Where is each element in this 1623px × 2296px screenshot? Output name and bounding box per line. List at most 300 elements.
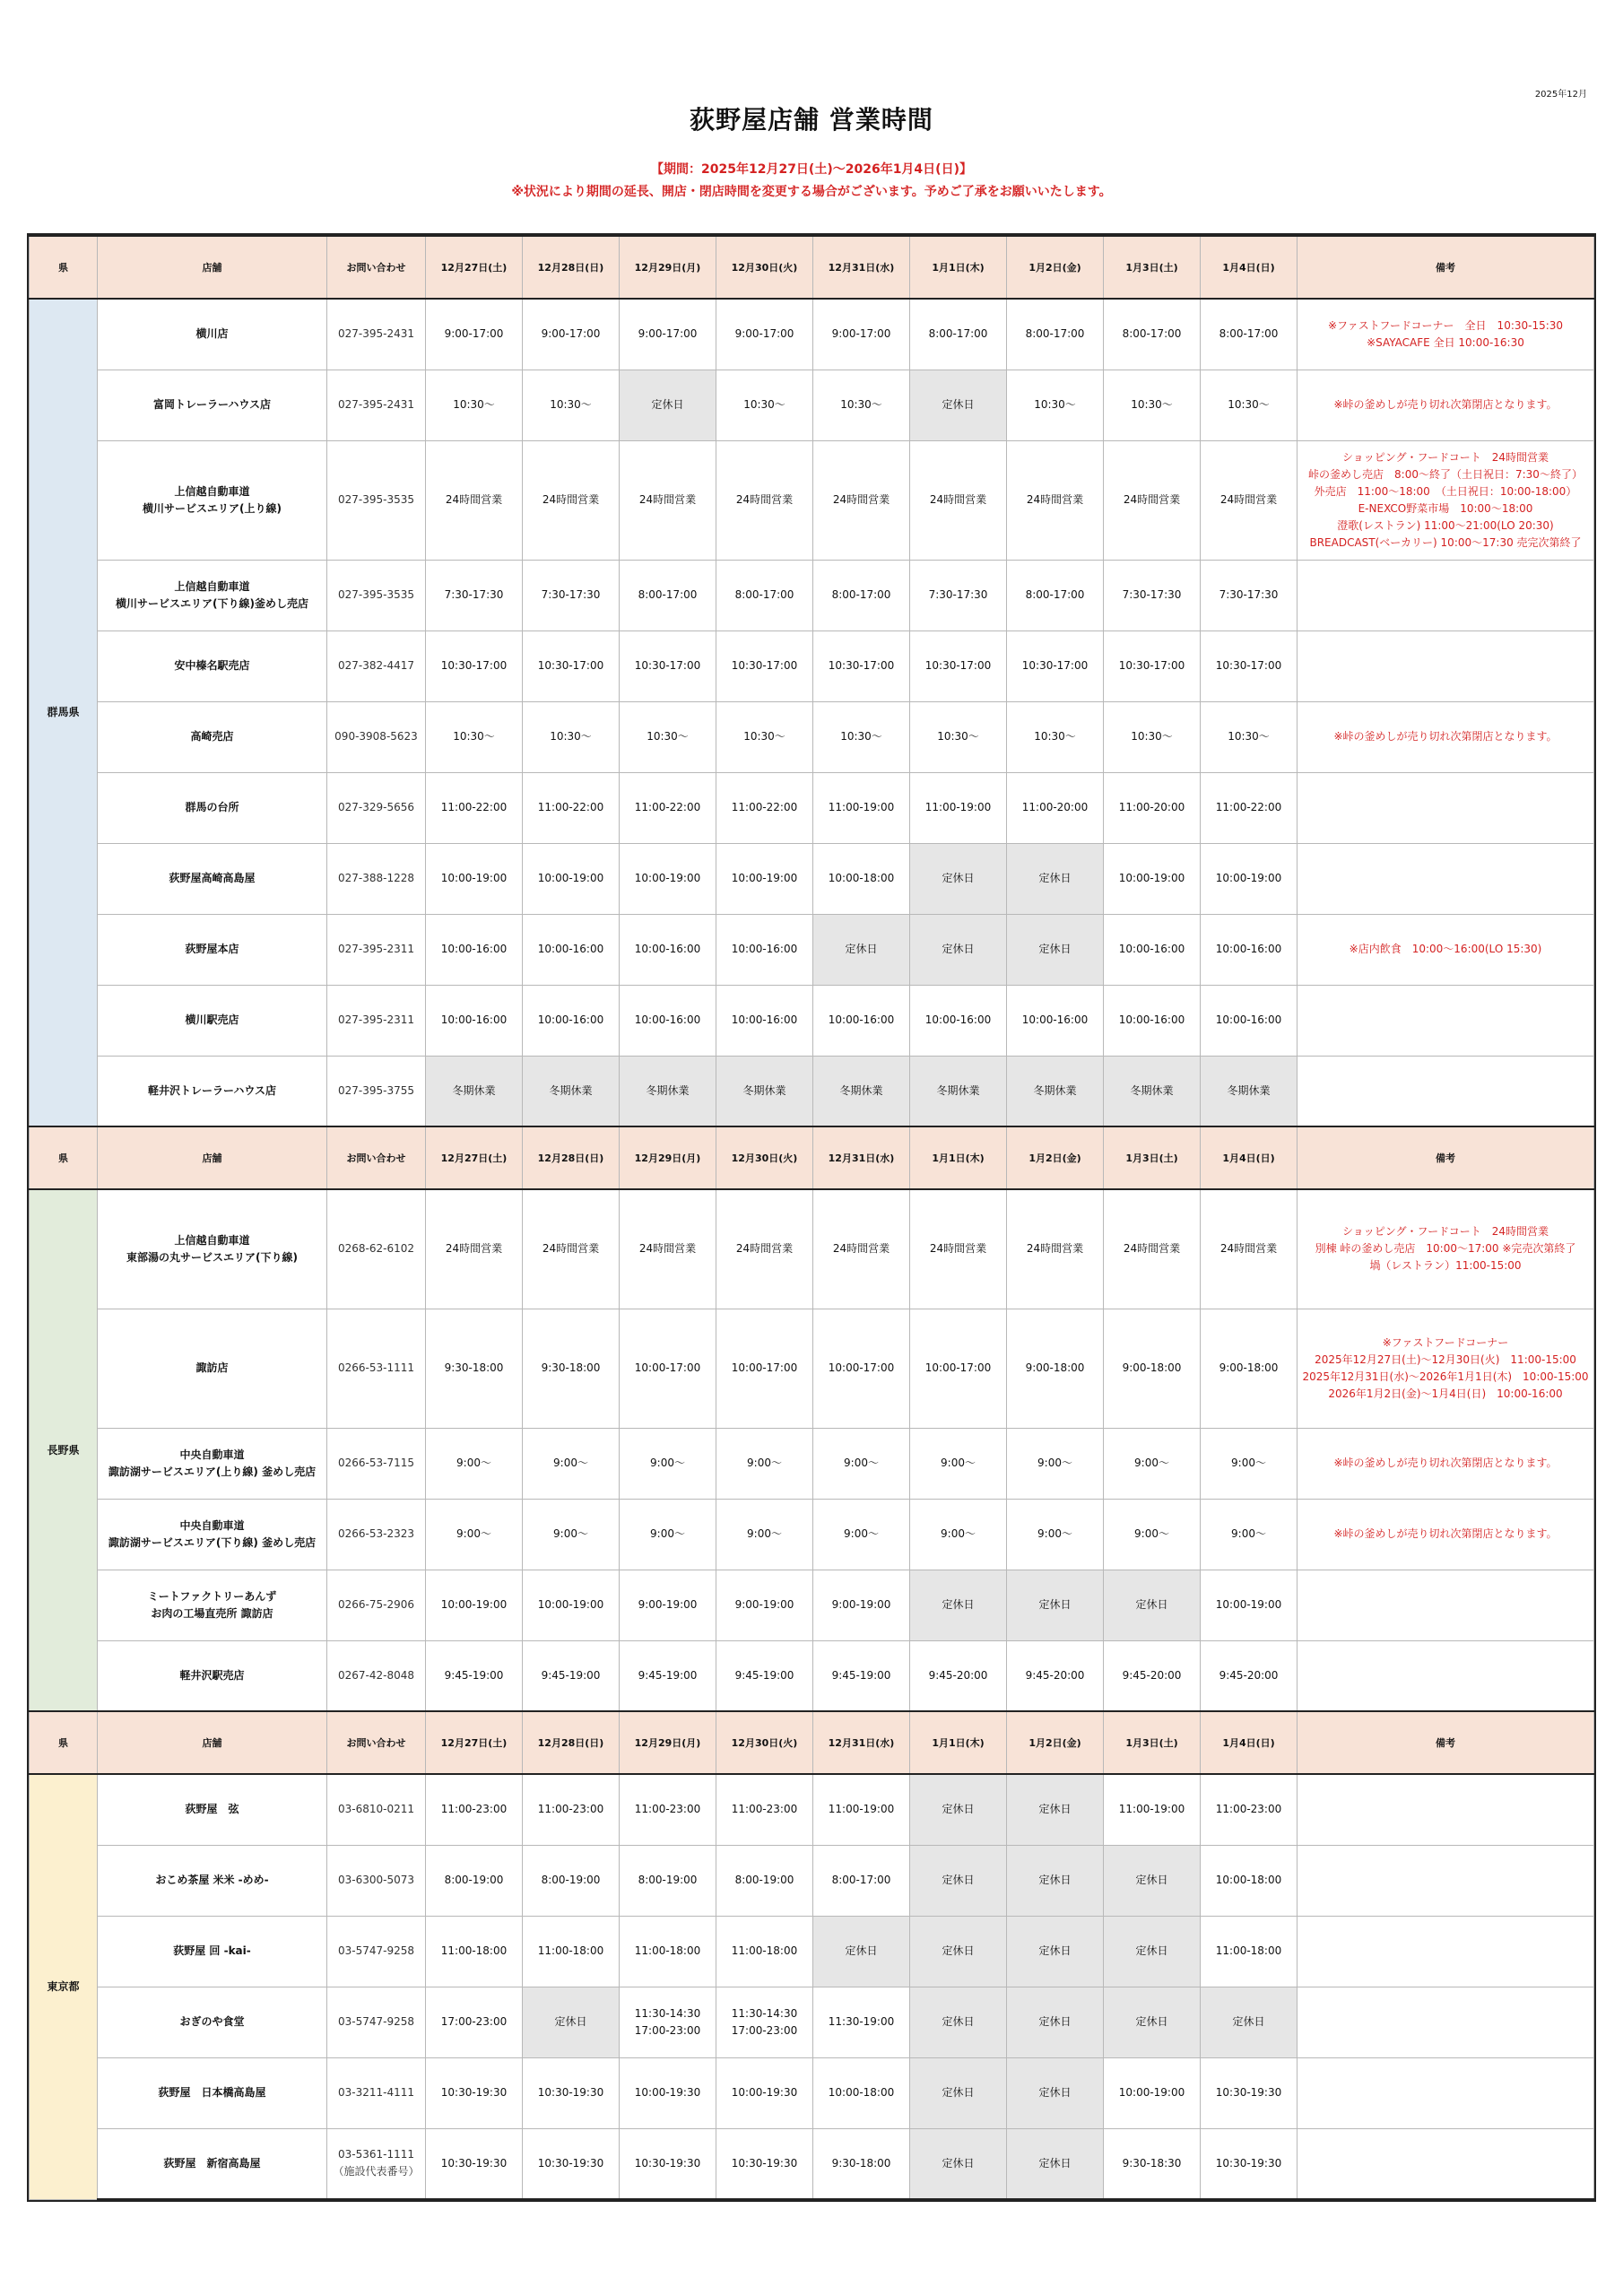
hours-cell: 10:30〜	[1007, 701, 1104, 772]
header-date: 1月1日(木)	[910, 1711, 1007, 1774]
hours-cell: 9:00〜	[910, 1428, 1007, 1499]
header-store: 店舗	[98, 1126, 327, 1189]
hours-cell: 定休日	[1007, 1916, 1104, 1987]
hours-cell: 冬期休業	[523, 1056, 620, 1126]
header-date: 1月2日(金)	[1007, 1126, 1104, 1189]
hours-cell: 11:00-18:00	[1201, 1916, 1298, 1987]
hours-cell: 10:30-17:00	[1007, 631, 1104, 701]
store-phone: 027-382-4417	[327, 631, 426, 701]
hours-cell: 10:30-17:00	[1201, 631, 1298, 701]
store-row	[30, 440, 1594, 560]
table-header-row	[30, 1126, 1594, 1189]
table-header-row	[30, 236, 1594, 299]
hours-cell: 8:00-17:00	[910, 299, 1007, 370]
hours-cell: 24時間営業	[910, 1189, 1007, 1309]
store-phone: 03-6300-5073	[327, 1845, 426, 1916]
hours-cell: 定休日	[910, 1570, 1007, 1640]
hours-cell: 9:00-17:00	[813, 299, 910, 370]
header-date: 1月3日(土)	[1104, 236, 1201, 299]
store-note	[1298, 560, 1594, 631]
hours-cell: 9:30-18:00	[813, 2128, 910, 2199]
hours-cell: 10:30-19:30	[1201, 2057, 1298, 2128]
hours-cell: 8:00-17:00	[813, 560, 910, 631]
hours-cell: 10:00-19:00	[620, 843, 716, 914]
store-name: 横川駅売店	[98, 985, 327, 1056]
header-pref: 県	[30, 1711, 98, 1774]
header-date: 12月28日(日)	[523, 236, 620, 299]
hours-cell: 定休日	[813, 914, 910, 985]
header-contact: お問い合わせ	[327, 1711, 426, 1774]
hours-cell: 9:00-17:00	[620, 299, 716, 370]
hours-cell: 10:00-19:00	[426, 843, 523, 914]
hours-cell: 10:30-17:00	[620, 631, 716, 701]
hours-cell: 8:00-17:00	[1104, 299, 1201, 370]
hours-cell: 10:00-16:00	[426, 985, 523, 1056]
issue-date: 2025年12月	[1534, 90, 1587, 100]
hours-cell: 定休日	[620, 370, 716, 440]
hours-cell: 冬期休業	[426, 1056, 523, 1126]
header-date: 12月30日(火)	[716, 1711, 813, 1774]
hours-cell: 8:00-17:00	[1007, 299, 1104, 370]
hours-cell: 9:00〜	[426, 1428, 523, 1499]
hours-cell: 11:00-18:00	[523, 1916, 620, 1987]
store-phone: 0266-53-2323	[327, 1499, 426, 1570]
hours-cell: 9:00〜	[910, 1499, 1007, 1570]
hours-cell: 9:00-17:00	[523, 299, 620, 370]
hours-cell: 冬期休業	[620, 1056, 716, 1126]
hours-cell: 10:00-19:00	[1104, 843, 1201, 914]
store-name: 荻野屋高崎高島屋	[98, 843, 327, 914]
hours-cell: 8:00-17:00	[620, 560, 716, 631]
hours-cell: 9:00〜	[1104, 1499, 1201, 1570]
store-note	[1298, 1570, 1594, 1640]
store-row	[30, 914, 1594, 985]
hours-cell: 定休日	[910, 1987, 1007, 2057]
header-date: 1月4日(日)	[1201, 236, 1298, 299]
hours-cell: 定休日	[1104, 1570, 1201, 1640]
hours-cell: 冬期休業	[1104, 1056, 1201, 1126]
store-name: 高崎売店	[98, 701, 327, 772]
prefecture-label: 東京都	[30, 1774, 98, 2199]
hours-cell: 10:00-16:00	[716, 985, 813, 1056]
hours-cell: 10:00-18:00	[1201, 1845, 1298, 1916]
store-row	[30, 299, 1594, 370]
hours-cell: 10:00-16:00	[620, 985, 716, 1056]
hours-cell: 10:30〜	[813, 701, 910, 772]
hours-cell: 11:00-23:00	[716, 1774, 813, 1845]
hours-cell: 9:45-20:00	[910, 1640, 1007, 1711]
header-store: 店舗	[98, 236, 327, 299]
hours-cell: 9:00〜	[813, 1428, 910, 1499]
hours-cell: 10:30-19:30	[716, 2128, 813, 2199]
hours-cell: 9:00〜	[523, 1499, 620, 1570]
hours-cell: 7:30-17:30	[426, 560, 523, 631]
hours-cell: 8:00-17:00	[716, 560, 813, 631]
hours-cell: 10:00-16:00	[1104, 914, 1201, 985]
hours-cell: 11:30-14:30 17:00-23:00	[620, 1987, 716, 2057]
hours-cell: 定休日	[523, 1987, 620, 2057]
hours-cell: 10:00-18:00	[813, 843, 910, 914]
hours-cell: 9:00〜	[1007, 1499, 1104, 1570]
hours-cell: 24時間営業	[1007, 1189, 1104, 1309]
hours-cell: 24時間営業	[1201, 440, 1298, 560]
hours-cell: 10:00-16:00	[1104, 985, 1201, 1056]
page-title: 荻野屋店舗 営業時間	[690, 105, 933, 135]
hours-cell: 11:00-22:00	[716, 772, 813, 843]
hours-cell: 定休日	[910, 1916, 1007, 1987]
store-name: 中央自動車道 諏訪湖サービスエリア(下り線) 釜めし売店	[98, 1499, 327, 1570]
hours-cell: 10:00-19:00	[1104, 2057, 1201, 2128]
header-contact: お問い合わせ	[327, 1126, 426, 1189]
store-phone: 03-5361-1111 （施設代表番号）	[327, 2128, 426, 2199]
hours-cell: 10:00-16:00	[1201, 985, 1298, 1056]
hours-cell: 10:00-19:00	[1201, 1570, 1298, 1640]
store-phone: 0266-53-1111	[327, 1309, 426, 1428]
store-row	[30, 985, 1594, 1056]
hours-cell: 10:00-19:00	[426, 1570, 523, 1640]
header-pref: 県	[30, 1126, 98, 1189]
store-name: 軽井沢トレーラーハウス店	[98, 1056, 327, 1126]
store-name: 群馬の台所	[98, 772, 327, 843]
hours-cell: 11:00-20:00	[1104, 772, 1201, 843]
hours-cell: 9:00〜	[426, 1499, 523, 1570]
store-row	[30, 370, 1594, 440]
hours-cell: 9:00-19:00	[813, 1570, 910, 1640]
hours-cell: 8:00-19:00	[523, 1845, 620, 1916]
store-name: 上信越自動車道 横川サービスエリア(下り線)釜めし売店	[98, 560, 327, 631]
store-row	[30, 1428, 1594, 1499]
period-notice: 【期間：2025年12月27日(土)〜2026年1月4日(日)】	[651, 162, 972, 177]
hours-cell: 24時間営業	[1007, 440, 1104, 560]
header-date: 1月1日(木)	[910, 236, 1007, 299]
hours-cell: 8:00-19:00	[426, 1845, 523, 1916]
hours-cell: 11:00-18:00	[426, 1916, 523, 1987]
store-note: ※ファストフードコーナー 2025年12月27日(土)〜12月30日(火) 11:00-15:00 2025年12月31日(水)〜2026年1月1日(木) 10:00-15:00 2026年1月2日(金)〜1月4日(日) 10:00-16:00	[1298, 1309, 1594, 1428]
change-notice: ※状況により期間の延長、開店・閉店時間を変更する場合がございます。予めご了承をお願いいたします。	[511, 185, 1112, 199]
store-note: ※峠の釜めしが売り切れ次第閉店となります。	[1298, 1499, 1594, 1570]
hours-cell: 定休日	[910, 1774, 1007, 1845]
store-row	[30, 1056, 1594, 1126]
hours-cell: 10:30-19:30	[426, 2057, 523, 2128]
store-row	[30, 1189, 1594, 1309]
hours-cell: 24時間営業	[620, 440, 716, 560]
header-contact: お問い合わせ	[327, 236, 426, 299]
store-note: ショッピング・フードコート 24時間営業 別棟 峠の釜めし売店 10:00〜17:00 ※完売次第終了 堝（レストラン）11:00-15:00	[1298, 1189, 1594, 1309]
hours-cell: 11:30-19:00	[813, 1987, 910, 2057]
store-name: 横川店	[98, 299, 327, 370]
header-date: 12月30日(火)	[716, 236, 813, 299]
store-row	[30, 1499, 1594, 1570]
hours-cell: 定休日	[1104, 1845, 1201, 1916]
hours-cell: 9:00-17:00	[716, 299, 813, 370]
hours-cell: 定休日	[1007, 2128, 1104, 2199]
hours-cell: 8:00-17:00	[813, 1845, 910, 1916]
hours-cell: 9:45-19:00	[716, 1640, 813, 1711]
store-phone: 03-3211-4111	[327, 2057, 426, 2128]
hours-cell: 10:30〜	[620, 701, 716, 772]
store-row	[30, 1987, 1594, 2057]
hours-cell: 10:00-17:00	[813, 1309, 910, 1428]
header-date: 1月3日(土)	[1104, 1126, 1201, 1189]
hours-cell: 8:00-19:00	[716, 1845, 813, 1916]
store-note	[1298, 1640, 1594, 1711]
hours-cell: 10:30〜	[1201, 370, 1298, 440]
hours-cell: 10:00-16:00	[1007, 985, 1104, 1056]
hours-cell: 9:45-20:00	[1201, 1640, 1298, 1711]
store-phone: 027-395-2431	[327, 370, 426, 440]
store-phone: 03-5747-9258	[327, 1987, 426, 2057]
store-phone: 027-395-3535	[327, 440, 426, 560]
hours-cell: 10:30-17:00	[813, 631, 910, 701]
hours-cell: 定休日	[1007, 843, 1104, 914]
hours-cell: 10:30〜	[1201, 701, 1298, 772]
business-hours-table	[29, 235, 1594, 2200]
prefecture-label: 群馬県	[30, 299, 98, 1126]
hours-cell: 24時間営業	[1104, 440, 1201, 560]
hours-cell: 10:30〜	[716, 370, 813, 440]
hours-cell: 9:00〜	[716, 1428, 813, 1499]
hours-cell: 24時間営業	[523, 440, 620, 560]
hours-cell: 10:30〜	[1104, 370, 1201, 440]
hours-cell: 24時間営業	[426, 1189, 523, 1309]
hours-cell: 9:30-18:00	[426, 1309, 523, 1428]
hours-cell: 9:30-18:00	[523, 1309, 620, 1428]
header-date: 1月4日(日)	[1201, 1711, 1298, 1774]
store-note: ショッピング・フードコート 24時間営業 峠の釜めし売店 8:00〜終了（土日祝日：7:30〜終了） 外売店 11:00〜18:00 （土日祝日：10:00-18:00） E-NEXCO野菜市場 10:00〜18:00 澄歌(レストラン) 11:00〜21:00(LO 20:30) BREADCAST(ベーカリー) 10:00〜17:30 売完次第終了	[1298, 440, 1594, 560]
hours-cell: 11:00-22:00	[523, 772, 620, 843]
hours-cell: 10:00-19:00	[523, 843, 620, 914]
header-date: 12月28日(日)	[523, 1711, 620, 1774]
header-date: 1月4日(日)	[1201, 1126, 1298, 1189]
header-date: 12月27日(土)	[426, 236, 523, 299]
hours-cell: 定休日	[1201, 1987, 1298, 2057]
hours-cell: 24時間営業	[716, 440, 813, 560]
hours-cell: 10:30-17:00	[910, 631, 1007, 701]
hours-cell: 定休日	[910, 1845, 1007, 1916]
hours-cell: 9:00〜	[813, 1499, 910, 1570]
store-row	[30, 631, 1594, 701]
store-phone: 0266-53-7115	[327, 1428, 426, 1499]
hours-cell: 11:00-19:00	[910, 772, 1007, 843]
hours-cell: 11:00-18:00	[620, 1916, 716, 1987]
store-name: 安中榛名駅売店	[98, 631, 327, 701]
store-row	[30, 701, 1594, 772]
store-name: 荻野屋 回 -kai-	[98, 1916, 327, 1987]
store-phone: 0268-62-6102	[327, 1189, 426, 1309]
hours-cell: 10:00-16:00	[523, 914, 620, 985]
hours-cell: 10:30-19:30	[523, 2128, 620, 2199]
store-name: 荻野屋 弦	[98, 1774, 327, 1845]
hours-cell: 10:00-17:00	[910, 1309, 1007, 1428]
hours-cell: 9:00〜	[523, 1428, 620, 1499]
hours-cell: 10:00-16:00	[426, 914, 523, 985]
hours-cell: 10:30-17:00	[716, 631, 813, 701]
header-date: 12月28日(日)	[523, 1126, 620, 1189]
hours-cell: 10:30〜	[523, 701, 620, 772]
store-note: ※店内飲食 10:00〜16:00(LO 15:30)	[1298, 914, 1594, 985]
hours-cell: 9:00〜	[1104, 1428, 1201, 1499]
hours-cell: 定休日	[1007, 1570, 1104, 1640]
hours-cell: 9:00-18:00	[1104, 1309, 1201, 1428]
hours-cell: 定休日	[910, 2128, 1007, 2199]
hours-cell: 8:00-17:00	[1007, 560, 1104, 631]
hours-cell: 10:30〜	[426, 370, 523, 440]
hours-cell: 10:00-16:00	[1201, 914, 1298, 985]
header-note: 備考	[1298, 236, 1594, 299]
store-name: 荻野屋 日本橋高島屋	[98, 2057, 327, 2128]
header-date: 12月27日(土)	[426, 1711, 523, 1774]
hours-cell: 10:30〜	[523, 370, 620, 440]
hours-cell: 24時間営業	[620, 1189, 716, 1309]
hours-cell: 24時間営業	[523, 1189, 620, 1309]
store-row	[30, 2057, 1594, 2128]
hours-cell: 9:00-18:00	[1007, 1309, 1104, 1428]
store-phone: 03-5747-9258	[327, 1916, 426, 1987]
store-phone: 027-388-1228	[327, 843, 426, 914]
hours-cell: 9:30-18:30	[1104, 2128, 1201, 2199]
hours-cell: 24時間営業	[910, 440, 1007, 560]
store-phone: 0266-75-2906	[327, 1570, 426, 1640]
hours-cell: 7:30-17:30	[910, 560, 1007, 631]
hours-cell: 9:00-17:00	[426, 299, 523, 370]
hours-cell: 9:00〜	[1201, 1428, 1298, 1499]
store-note	[1298, 1845, 1594, 1916]
prefecture-label: 長野県	[30, 1189, 98, 1711]
hours-cell: 定休日	[1104, 1916, 1201, 1987]
header-date: 12月27日(土)	[426, 1126, 523, 1189]
store-note	[1298, 1056, 1594, 1126]
store-name: 諏訪店	[98, 1309, 327, 1428]
store-note	[1298, 2128, 1594, 2199]
hours-cell: 9:45-20:00	[1007, 1640, 1104, 1711]
hours-cell: 11:00-22:00	[1201, 772, 1298, 843]
header-date: 12月29日(月)	[620, 236, 716, 299]
store-note: ※峠の釜めしが売り切れ次第閉店となります。	[1298, 1428, 1594, 1499]
header-date: 1月2日(金)	[1007, 1711, 1104, 1774]
hours-cell: 11:00-19:00	[1104, 1774, 1201, 1845]
hours-cell: 11:00-22:00	[426, 772, 523, 843]
hours-cell: 10:00-19:30	[716, 2057, 813, 2128]
hours-cell: 24時間営業	[1201, 1189, 1298, 1309]
header-date: 1月2日(金)	[1007, 236, 1104, 299]
store-name: 上信越自動車道 東部湯の丸サービスエリア(下り線)	[98, 1189, 327, 1309]
header-date: 12月31日(水)	[813, 236, 910, 299]
store-note: ※ファストフードコーナー 全日 10:30-15:30 ※SAYACAFE 全日 10:00-16:30	[1298, 299, 1594, 370]
header-note: 備考	[1298, 1126, 1594, 1189]
hours-cell: 定休日	[1007, 2057, 1104, 2128]
header-date: 12月29日(月)	[620, 1126, 716, 1189]
hours-cell: 9:00〜	[620, 1499, 716, 1570]
hours-cell: 冬期休業	[1007, 1056, 1104, 1126]
hours-cell: 10:00-19:30	[620, 2057, 716, 2128]
header-note: 備考	[1298, 1711, 1594, 1774]
store-note: ※峠の釜めしが売り切れ次第閉店となります。	[1298, 370, 1594, 440]
hours-cell: 定休日	[1007, 1774, 1104, 1845]
hours-cell: 24時間営業	[426, 440, 523, 560]
hours-cell: 8:00-19:00	[620, 1845, 716, 1916]
store-phone: 027-395-2311	[327, 985, 426, 1056]
header-date: 1月1日(木)	[910, 1126, 1007, 1189]
store-note	[1298, 1916, 1594, 1987]
store-phone: 0267-42-8048	[327, 1640, 426, 1711]
store-phone: 027-395-3535	[327, 560, 426, 631]
hours-cell: 定休日	[1007, 914, 1104, 985]
store-phone: 090-3908-5623	[327, 701, 426, 772]
header-pref: 県	[30, 236, 98, 299]
hours-cell: 定休日	[910, 2057, 1007, 2128]
store-row	[30, 560, 1594, 631]
hours-cell: 24時間営業	[716, 1189, 813, 1309]
store-phone: 03-6810-0211	[327, 1774, 426, 1845]
hours-cell: 定休日	[910, 914, 1007, 985]
hours-cell: 10:30-19:30	[620, 2128, 716, 2199]
store-row	[30, 843, 1594, 914]
store-row	[30, 1774, 1594, 1845]
header-date: 1月3日(土)	[1104, 1711, 1201, 1774]
hours-cell: 定休日	[1007, 1987, 1104, 2057]
header-date: 12月31日(水)	[813, 1126, 910, 1189]
hours-cell: 10:30〜	[910, 701, 1007, 772]
hours-cell: 9:45-19:00	[620, 1640, 716, 1711]
store-name: おこめ茶屋 米米 -めめ-	[98, 1845, 327, 1916]
hours-cell: 10:30〜	[813, 370, 910, 440]
hours-cell: 冬期休業	[1201, 1056, 1298, 1126]
hours-cell: 11:00-23:00	[620, 1774, 716, 1845]
hours-cell: 10:00-19:00	[716, 843, 813, 914]
header-store: 店舗	[98, 1711, 327, 1774]
store-note	[1298, 985, 1594, 1056]
hours-cell: 9:45-19:00	[813, 1640, 910, 1711]
store-name: ミートファクトリーあんず お肉の工場直売所 諏訪店	[98, 1570, 327, 1640]
store-note	[1298, 2057, 1594, 2128]
store-row	[30, 2128, 1594, 2199]
store-phone: 027-329-5656	[327, 772, 426, 843]
store-name: 荻野屋 新宿高島屋	[98, 2128, 327, 2199]
store-note	[1298, 772, 1594, 843]
hours-cell: 9:45-19:00	[523, 1640, 620, 1711]
hours-cell: 10:30-19:30	[426, 2128, 523, 2199]
header-date: 12月30日(火)	[716, 1126, 813, 1189]
store-name: 富岡トレーラーハウス店	[98, 370, 327, 440]
hours-cell: 10:30〜	[426, 701, 523, 772]
hours-cell: 11:00-23:00	[1201, 1774, 1298, 1845]
store-note	[1298, 631, 1594, 701]
store-row	[30, 1640, 1594, 1711]
store-row	[30, 1916, 1594, 1987]
hours-cell: 9:00-18:00	[1201, 1309, 1298, 1428]
store-note	[1298, 843, 1594, 914]
store-phone: 027-395-2311	[327, 914, 426, 985]
hours-cell: 10:00-16:00	[523, 985, 620, 1056]
hours-cell: 定休日	[813, 1916, 910, 1987]
hours-cell: 10:30〜	[1007, 370, 1104, 440]
hours-cell: 定休日	[1104, 1987, 1201, 2057]
hours-cell: 10:00-16:00	[620, 914, 716, 985]
hours-cell: 10:30-19:30	[1201, 2128, 1298, 2199]
hours-cell: 定休日	[1007, 1845, 1104, 1916]
store-name: 上信越自動車道 横川サービスエリア(上り線)	[98, 440, 327, 560]
hours-cell: 11:00-23:00	[426, 1774, 523, 1845]
hours-cell: 10:00-16:00	[910, 985, 1007, 1056]
header-date: 12月31日(水)	[813, 1711, 910, 1774]
store-row	[30, 1309, 1594, 1428]
hours-cell: 冬期休業	[910, 1056, 1007, 1126]
hours-cell: 冬期休業	[813, 1056, 910, 1126]
hours-cell: 7:30-17:30	[1201, 560, 1298, 631]
hours-cell: 10:00-19:00	[523, 1570, 620, 1640]
hours-cell: 10:30-17:00	[1104, 631, 1201, 701]
hours-cell: 10:00-17:00	[716, 1309, 813, 1428]
